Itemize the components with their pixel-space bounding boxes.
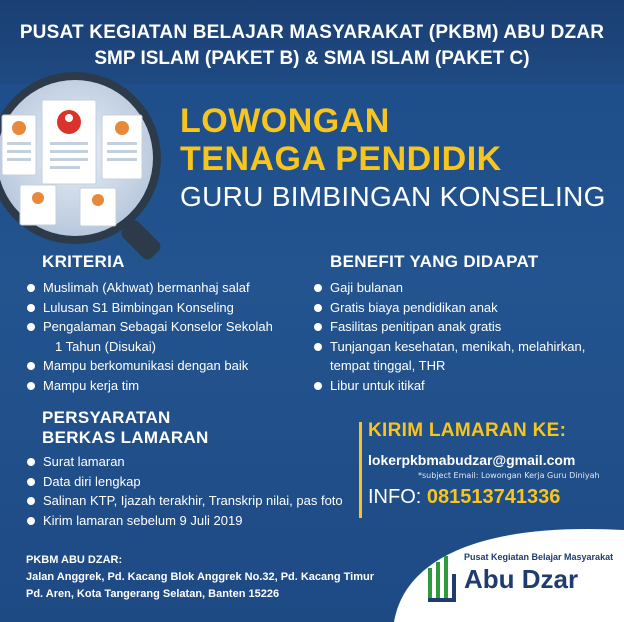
- resume-paper-right: [102, 115, 142, 179]
- persyaratan-title: [42, 408, 209, 448]
- kriteria-item: Mampu kerja tim: [27, 376, 273, 396]
- footer-address: [26, 552, 374, 603]
- title-subtitle: GURU BIMBINGAN KONSELING: [180, 181, 606, 212]
- resume-paper-left: [2, 115, 36, 175]
- benefit-item: Tunjangan kesehatan, menikah, melahirkan,: [314, 337, 585, 357]
- info-phone: [368, 486, 608, 509]
- bullet-icon: [314, 382, 322, 390]
- footer-line-1: PKBM ABU DZAR:: [26, 554, 123, 566]
- kriteria-item: Muslimah (Akhwat) bermanhaj salaf: [27, 278, 273, 298]
- email-subject-note: *subject Email: Lowongan Kerja Guru Diniyah: [418, 471, 600, 480]
- kriteria-item: Lulusan S1 Bimbingan Konseling: [27, 298, 273, 318]
- benefit-item: Gaji bulanan: [314, 278, 585, 298]
- logo-name: Abu Dzar: [464, 564, 579, 594]
- bullet-icon: [314, 343, 322, 351]
- persyaratan-title-line-2: BERKAS LAMARAN: [42, 428, 209, 447]
- kriteria-item: Pengalaman Sebagai Konselor Sekolah: [27, 317, 273, 337]
- bullet-icon: [27, 458, 35, 466]
- persyaratan-item: Surat lamaran: [27, 452, 343, 472]
- persyaratan-item: Kirim lamaran sebelum 9 Juli 2019: [27, 511, 343, 531]
- title-tenaga-pendidik: TENAGA PENDIDIK: [180, 140, 502, 178]
- accent-bar: [359, 422, 362, 518]
- benefit-title: BENEFIT YANG DIDAPAT: [330, 252, 539, 271]
- kriteria-title: KRITERIA: [42, 252, 125, 271]
- bullet-icon: [314, 284, 322, 292]
- abu-dzar-logo: [424, 550, 614, 610]
- kirim-title: KIRIM LAMARAN KE:: [368, 420, 567, 441]
- header-line-2: SMP ISLAM (PAKET B) & SMA ISLAM (PAKET C): [94, 48, 530, 69]
- bullet-icon: [314, 323, 322, 331]
- footer-line-2: Jalan Anggrek, Pd. Kacang Blok Anggrek No.32, Pd. Kacang Timur: [26, 571, 375, 583]
- benefit-item: Libur untuk itikaf: [314, 376, 585, 396]
- bullet-icon: [27, 382, 35, 390]
- benefit-item: Fasilitas penitipan anak gratis: [314, 317, 585, 337]
- bullet-icon: [27, 497, 35, 505]
- bullet-icon: [27, 478, 35, 486]
- resume-paper-center: [42, 100, 96, 184]
- bullet-icon: [27, 304, 35, 312]
- benefit-item-continued: tempat tinggal, THR: [330, 358, 446, 373]
- benefit-list: [314, 278, 585, 395]
- header-line-1: PUSAT KEGIATAN BELAJAR MASYARAKAT (PKBM) ABU DZAR: [19, 22, 605, 43]
- magnifier-resume-illustration: [0, 70, 170, 260]
- kriteria-list: [27, 278, 273, 395]
- email-address: lokerpkbmabudzar@gmail.com: [368, 452, 576, 468]
- kriteria-item-continued: 1 Tahun (Disukai): [55, 338, 156, 354]
- persyaratan-list: [27, 452, 343, 530]
- bullet-icon: [27, 284, 35, 292]
- persyaratan-item: Data diri lengkap: [27, 472, 343, 492]
- footer-line-3: Pd. Aren, Kota Tangerang Selatan, Banten 15226: [26, 588, 280, 600]
- bullet-icon: [314, 304, 322, 312]
- info-label: INFO:: [368, 486, 427, 508]
- bullet-icon: [27, 362, 35, 370]
- logo-subtitle: Pusat Kegiatan Belajar Masyarakat: [464, 552, 614, 562]
- bullet-icon: [27, 323, 35, 331]
- logo-mark-icon: [426, 554, 460, 604]
- bullet-icon: [27, 517, 35, 525]
- kirim-lamaran-box: [368, 420, 608, 509]
- kriteria-item: Mampu berkomunikasi dengan baik: [27, 356, 273, 376]
- title-lowongan: LOWONGAN: [180, 102, 390, 140]
- persyaratan-item: Salinan KTP, Ijazah terakhir, Transkrip nilai, pas foto: [27, 491, 343, 511]
- info-number: 081513741336: [426, 486, 561, 508]
- persyaratan-title-line-1: PERSYARATAN: [42, 408, 171, 427]
- benefit-item: Gratis biaya pendidikan anak: [314, 298, 585, 318]
- title-block: [180, 102, 606, 214]
